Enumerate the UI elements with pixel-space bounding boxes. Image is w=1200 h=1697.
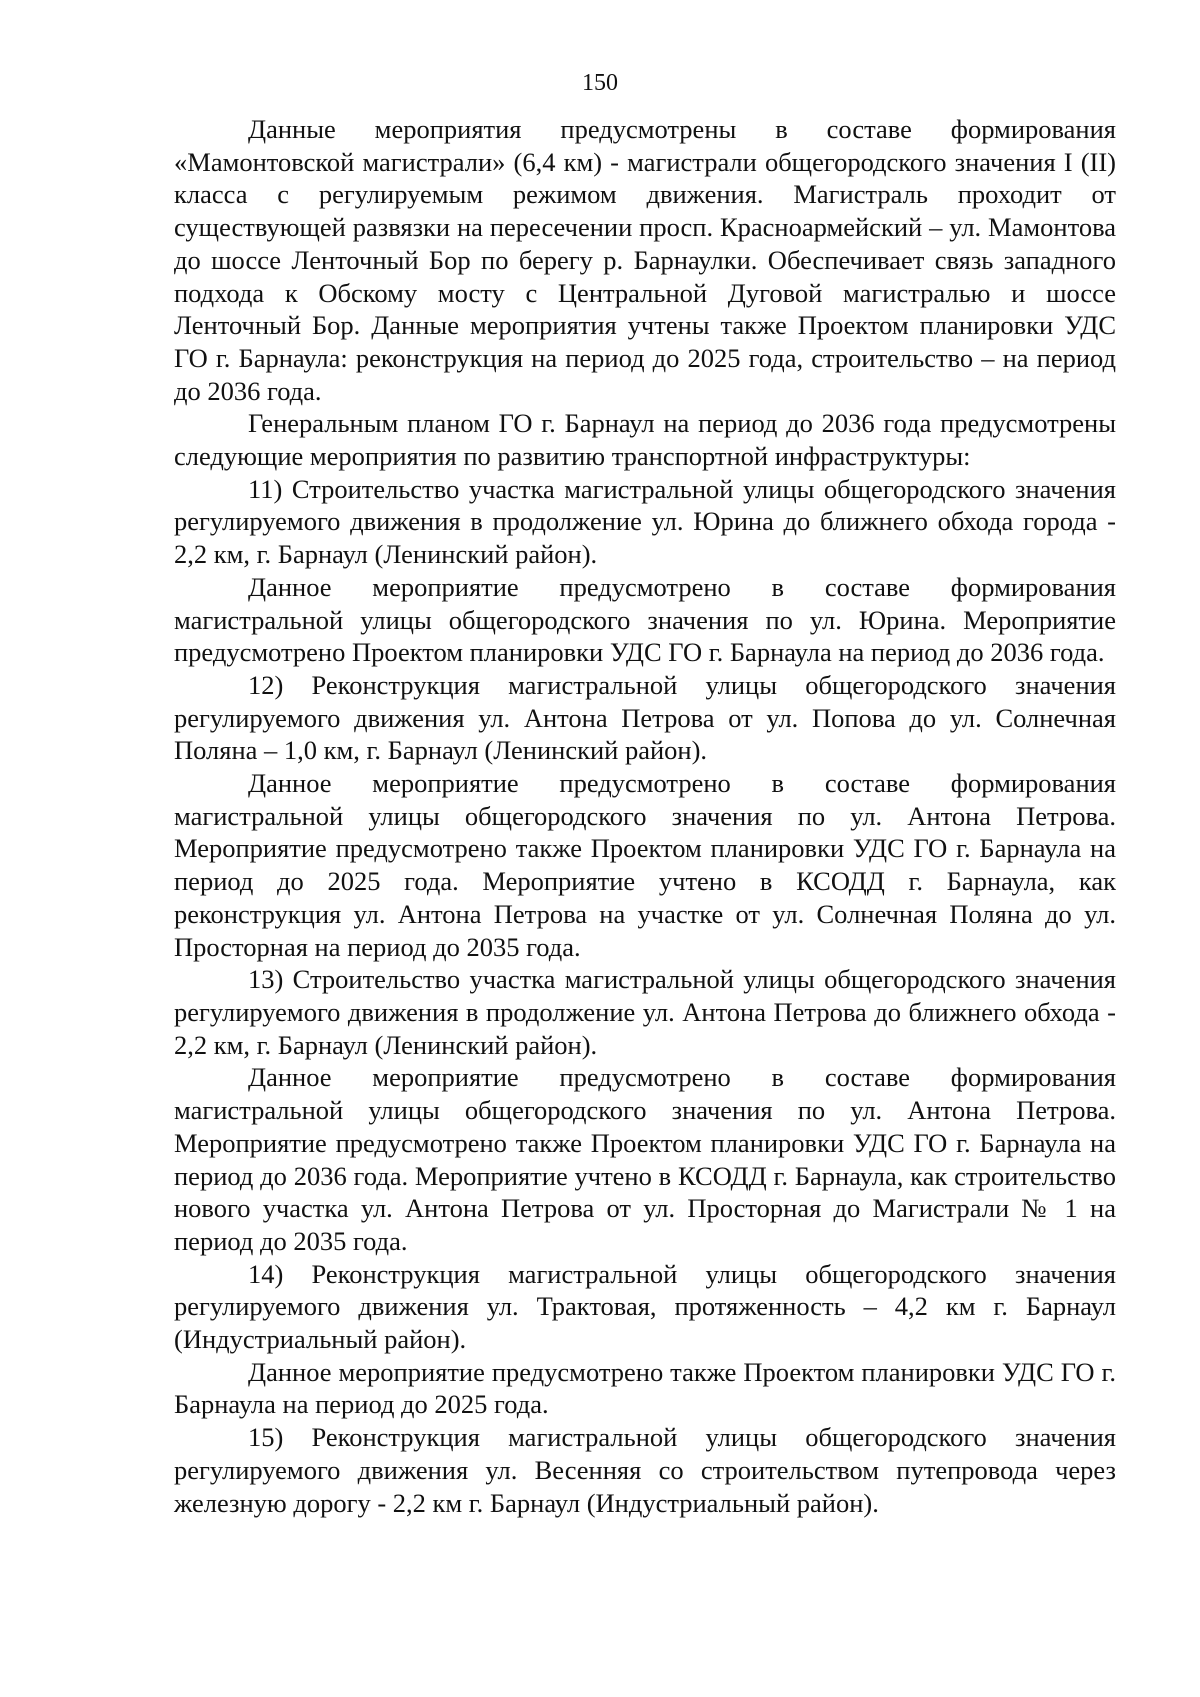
list-item-15: 15) Реконструкция магистральной улицы общегородского значения регулируемого движения ул. Весенняя со строительством путепровода через железную дорогу - 2,2 км г. Барнаул (Индустриальный район). [174, 1422, 1116, 1518]
page-number: 150 [582, 70, 618, 96]
list-item-11: 11) Строительство участка магистральной улицы общегородского значения регулируемого движения в продолжение ул. Юрина до ближнего обхода города - 2,2 км, г. Барнаул (Ленинский район). [174, 473, 1116, 570]
list-item-13: 13) Строительство участка магистральной улицы общегородского значения регулируемого движения в продолжение ул. Антона Петрова до ближнего обхода - 2,2 км, г. Барнаул (Ленинский район). [174, 964, 1116, 1060]
paragraph-item-11-details: Данное мероприятие предусмотрено в составе формирования магистральной улицы общегородского значения по ул. Юрина. Мероприятие предусмотрено Проектом планировки УДС ГО г. Барнаула на период до 2036 года. [174, 571, 1116, 668]
document-body [174, 113, 1116, 1519]
paragraph-item-12-details: Данное мероприятие предусмотрено в составе формирования магистральной улицы общегородского значения по ул. Антона Петрова. Мероприятие предусмотрено также Проектом планировки УДС ГО г. Барнаула на период до 2025 года. Мероприятие учтено в КСОДД г. Барнаула, как реконструкция ул. Антона Петрова на участке от ул. Солнечная Поляна до ул. Просторная на период до 2035 года. [174, 768, 1116, 962]
list-item-12: 12) Реконструкция магистральной улицы общегородского значения регулируемого движения ул. Антона Петрова от ул. Попова до ул. Солнечная Поляна – 1,0 км, г. Барнаул (Ленинский район). [174, 669, 1116, 766]
paragraph-item-14-details: Данное мероприятие предусмотрено также Проектом планировки УДС ГО г. Барнаула на период до 2025 года. [174, 1356, 1116, 1420]
paragraph-general-plan-intro: Генеральным планом ГО г. Барнаул на период до 2036 года предусмотрены следующие мероприятия по развитию транспортной инфраструктуры: [174, 408, 1116, 472]
paragraph-item-13-details: Данное мероприятие предусмотрено в составе формирования магистральной улицы общегородского значения по ул. Антона Петрова. Мероприятие предусмотрено также Проектом планировки УДС ГО г. Барнаула на период до 2036 года. Мероприятие учтено в КСОДД г. Барнаула, как строительство нового участка ул. Антона Петрова от ул. Просторная до Магистрали № 1 на период до 2035 года. [174, 1062, 1116, 1256]
list-item-14: 14) Реконструкция магистральной улицы общегородского значения регулируемого движения ул. Трактовая, протяженность – 4,2 км г. Барнаул (Индустриальный район). [174, 1258, 1116, 1355]
paragraph-mamontovskaya-highway: Данные мероприятия предусмотрены в составе формирования «Мамонтовской магистрали» (6,4 км) - магистрали общегородского значения I (II) класса с регулируемым режимом движения. Магистраль проходит от существующей развязки на пересечении просп. Красноармейский – ул. Мамонтова до шоссе Ленточный Бор по берегу р. Барнаулки. Обеспечивает связь западного подхода к Обскому мосту с Центральной Дуговой магистралью и шоссе Ленточный Бор. Данные мероприятия учтены также Проектом планировки УДС ГО г. Барнаула: реконструкция на период до 2025 года, строительство – на период до 2036 года. [174, 114, 1116, 406]
